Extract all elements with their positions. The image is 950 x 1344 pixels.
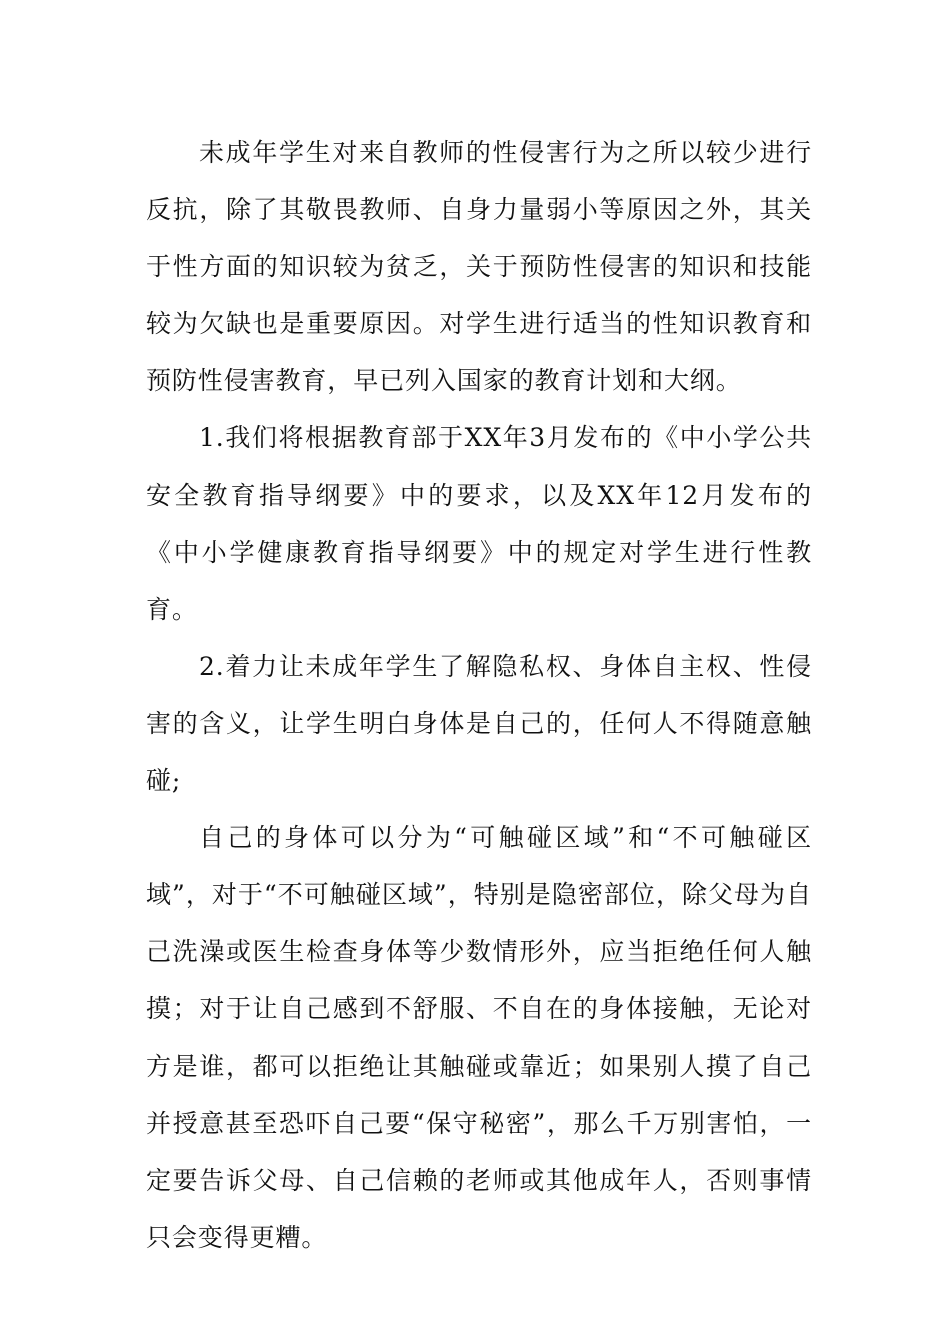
document-body bbox=[146, 124, 812, 1266]
paragraph-body-zones: 自己的身体可以分为“可触碰区域”和“不可触碰区域”，对于“不可触碰区域”，特别是隐密部位，除父母为自己洗澡或医生检查身体等少数情形外，应当拒绝任何人触摸；对于让自己感到不舒服、不自在的身体接触，无论对方是谁，都可以拒绝让其触碰或靠近；如果别人摸了自己并授意甚至恐吓自己要“保守秘密”，那么千万别害怕，一定要告诉父母、自己信赖的老师或其他成年人，否则事情只会变得更糟。 bbox=[146, 823, 812, 1252]
paragraph-point-1: 1.我们将根据教育部于XX年3月发布的《中小学公共安全教育指导纲要》中的要求，以及XX年12月发布的《中小学健康教育指导纲要》中的规定对学生进行性教育。 bbox=[146, 423, 812, 624]
paragraph-point-2: 2.着力让未成年学生了解隐私权、身体自主权、性侵害的含义，让学生明白身体是自己的，任何人不得随意触碰; bbox=[146, 651, 812, 796]
paragraph-intro: 未成年学生对来自教师的性侵害行为之所以较少进行反抗，除了其敬畏教师、自身力量弱小等原因之外，其关于性方面的知识较为贫乏，关于预防性侵害的知识和技能较为欠缺也是重要原因。对学生进行适当的性知识教育和预防性侵害教育，早已列入国家的教育计划和大纲。 bbox=[146, 138, 812, 396]
